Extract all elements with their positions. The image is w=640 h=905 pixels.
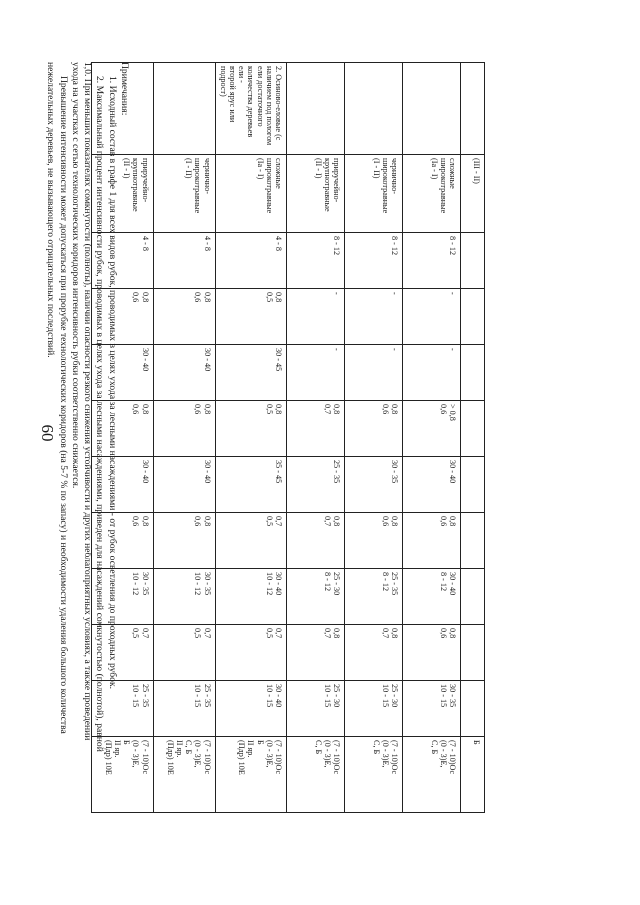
table-cell: чернично- широкотравные (I - II)	[345, 155, 403, 233]
table-cell: 25 - 30 10 - 15	[287, 681, 345, 737]
note-2: 2. Максимальный процент интенсивности рубок, проводимых в целях ухода за лесными насаждениями, приведен для насаждений сомкнутостью (полнотой), равной	[94, 76, 106, 752]
table-cell: 0,8 0,5	[215, 289, 286, 345]
table-cell: 0,8 0,6	[91, 513, 153, 569]
page-number: 60	[38, 424, 57, 442]
table-cell: 30 - 35 10 - 15	[403, 681, 461, 737]
table-cell: 30 - 40	[153, 345, 215, 401]
table-cell	[461, 289, 485, 345]
table-cell: (7 - 10)Ос (0 - 3)Е, С, Б	[287, 737, 345, 813]
table-cell	[461, 513, 485, 569]
notes-block	[44, 62, 130, 892]
table-cell: 30 - 40	[91, 457, 153, 513]
table-cell: 0,8 0,6	[345, 401, 403, 457]
table-cell: 25 - 35 10 - 15	[91, 681, 153, 737]
table-cell: 0,8 0,6	[91, 401, 153, 457]
table-cell: -	[403, 289, 461, 345]
table-cell: 30 - 35	[345, 457, 403, 513]
table-cell	[461, 569, 485, 625]
table-cell: (7 - 10)Ос (0 - 3)Е, С, Б	[345, 737, 403, 813]
table-cell	[403, 63, 461, 155]
table-cell: 0,8 0,7	[345, 625, 403, 681]
table-cell: (7 - 10)Ос (0 - 3)Е, Б II яр. (Пдр) 10Е	[91, 737, 153, 813]
silviculture-table	[91, 62, 485, 813]
table-cell: 0,7 0,5	[215, 625, 286, 681]
table-cell: > 0,8 0,6	[403, 401, 461, 457]
table-cell: 0,8 0,6	[403, 513, 461, 569]
note-3: Превышение интенсивности может допускаться при прорубке технологических коридоров (на 5-7 % по запасу) и необходимости удаления большого количества	[57, 76, 69, 734]
table-cell	[153, 63, 215, 155]
table-cell	[461, 457, 485, 513]
table-cell: 4 - 8	[215, 233, 286, 289]
table-cell: 0,8 0,7	[287, 625, 345, 681]
table-cell: 0,8 0,6	[403, 625, 461, 681]
table-cell: 0,8 0,6	[153, 513, 215, 569]
table-cell: 0,8 0,7	[287, 513, 345, 569]
table-cell: 8 - 12	[403, 233, 461, 289]
table-cell: 0,8 0,6	[345, 513, 403, 569]
table-cell: 30 - 35 10 - 12	[91, 569, 153, 625]
table-cell: 0,8 0,5	[215, 401, 286, 457]
table-cell: чернично- широкотравные (I - II)	[153, 155, 215, 233]
table-cell: приручейно- крупнотравные (II - I)	[287, 155, 345, 233]
table-cell: (7 - 10)Ос (0 - 3)Е, Б II яр. (Пдр) 10Е	[215, 737, 286, 813]
table-cell: 8 - 12	[287, 233, 345, 289]
table-cell: 30 - 40	[91, 345, 153, 401]
table-cell: (7 - 10)Ос (0 - 3)Е, С, Б	[403, 737, 461, 813]
table-cell: 25 - 30 10 - 15	[345, 681, 403, 737]
table-cell	[461, 681, 485, 737]
table-cell: 30 - 40	[403, 457, 461, 513]
table-cell: -	[287, 345, 345, 401]
table-cell: 0,7 0,5	[215, 513, 286, 569]
table-row	[153, 63, 215, 813]
table-header-row	[461, 63, 485, 813]
table-cell: 8 - 12	[345, 233, 403, 289]
table-cell	[461, 233, 485, 289]
table-cell: Б	[461, 737, 485, 813]
table-cell: -	[287, 289, 345, 345]
table-cell	[287, 63, 345, 155]
table-cell: 30 - 40 10 - 15	[215, 681, 286, 737]
table-cell	[461, 625, 485, 681]
table-cell: 30 - 40 8 - 12	[403, 569, 461, 625]
table-cell: 30 - 35 10 - 12	[153, 569, 215, 625]
table-cell: приручейно- крупнотравные (II - I)	[91, 155, 153, 233]
table-cell: -	[345, 345, 403, 401]
table-cell: 4 - 8	[153, 233, 215, 289]
table-cell: 25 - 35 8 - 12	[345, 569, 403, 625]
table-cell: 0,8 0,6	[91, 289, 153, 345]
table-cell	[461, 401, 485, 457]
note-2-cont-2: ухода на участках с сетью технологических коридоров интенсивность рубки соответственно снижается.	[69, 62, 81, 489]
table-cell	[345, 63, 403, 155]
note-3-cont: нежелательных деревьев, не вызывающего отрицательных последствий.	[45, 62, 57, 358]
table-cell: сложные широкотравные (Iа - I)	[403, 155, 461, 233]
table-cell: 4 - 8	[91, 233, 153, 289]
table-cell: -	[345, 289, 403, 345]
table-cell: сложные широкотравные (Iа - I)	[215, 155, 286, 233]
table-row	[287, 63, 345, 813]
table-cell: 25 - 35 10 - 15	[153, 681, 215, 737]
table-cell: 0,7 0,5	[91, 625, 153, 681]
table-row	[345, 63, 403, 813]
table-cell: 0,8 0,7	[287, 401, 345, 457]
table-cell: 25 - 30 8 - 12	[287, 569, 345, 625]
table-cell: 30 - 40	[153, 457, 215, 513]
table-cell: 0,8 0,6	[153, 401, 215, 457]
notes-title: Примечания:	[119, 62, 130, 116]
table-row	[215, 63, 286, 813]
note-1: 1. Исходный состав в графе 1 для всех видов рубок, проводимых в целях ухода за лесными насаждениями - от рубок осветления до проходных рубок.	[106, 76, 118, 690]
table-cell	[461, 63, 485, 155]
table-cell: (7 - 10)Ос (0 - 3)Е, С, Б II яр. (Пдр) 10Е	[153, 737, 215, 813]
table-cell: 0,8 0,6	[153, 289, 215, 345]
table-cell: 2. Осиново-еловые (с наличием под пологом ели достаточного количества деревьев ели - второй ярус или подрост)	[215, 63, 286, 155]
note-2-cont: 1,0. При меньших показателях сомкнутости (полноты), наличии опасности резкого снижения устойчивости и других неблагоприятных условиях, а также проведении	[82, 62, 94, 741]
table-cell	[461, 345, 485, 401]
table-cell: 0,7 0,5	[153, 625, 215, 681]
table-cell: -	[403, 345, 461, 401]
table-cell: (III - II)	[461, 155, 485, 233]
table-cell: 30 - 45	[215, 345, 286, 401]
table-cell: 35 - 45	[215, 457, 286, 513]
table-body	[91, 63, 460, 813]
table-row	[403, 63, 461, 813]
table-cell: 25 - 35	[287, 457, 345, 513]
table-cell: 30 - 40 10 - 12	[215, 569, 286, 625]
